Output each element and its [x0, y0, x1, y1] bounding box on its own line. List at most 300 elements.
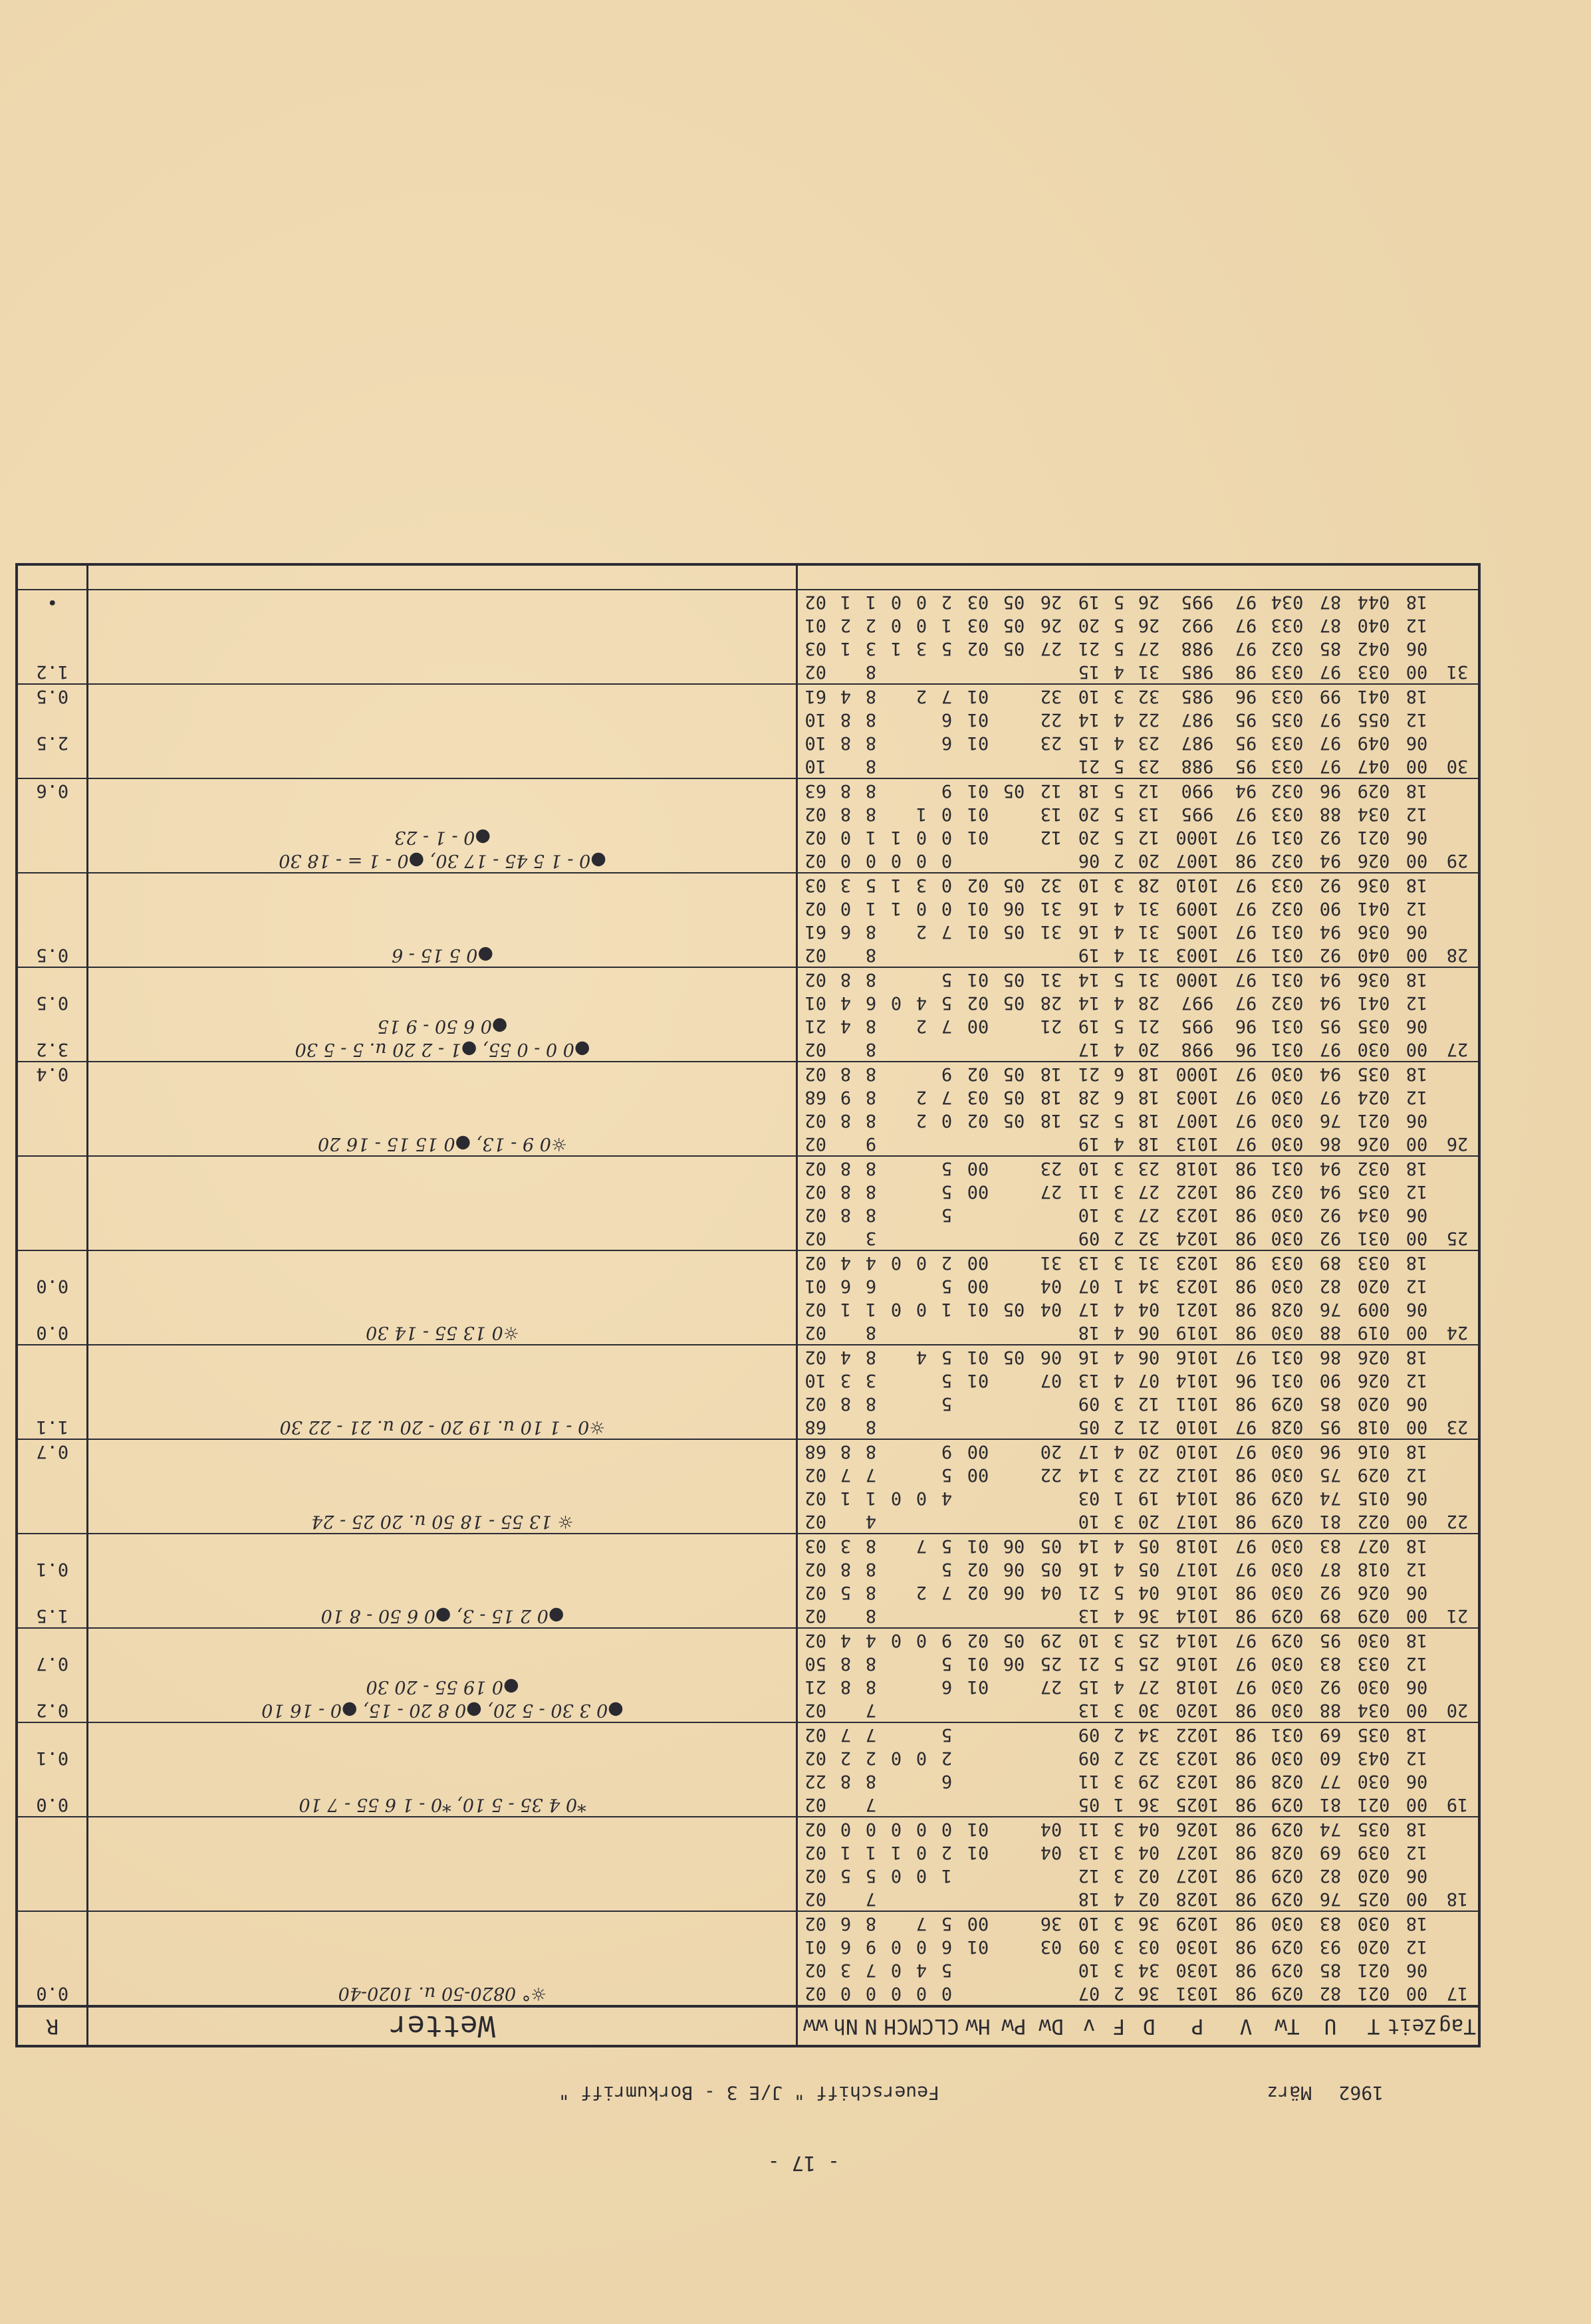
cell-tw: 029	[1271, 1936, 1304, 1957]
cell-hw: 01	[967, 733, 989, 753]
cell-tw: 031	[1271, 945, 1304, 965]
cell-nh	[833, 1698, 858, 1722]
cell-f: 3	[1113, 1511, 1125, 1532]
cell-n: 7	[858, 1722, 884, 1746]
cell-zeit: 18	[1397, 1722, 1437, 1746]
cell-d: 32	[1138, 1748, 1160, 1768]
weather-cell: ●0 - 1 - 23	[88, 826, 797, 849]
cell-cm: 7	[909, 1911, 934, 1935]
cell-v: 98	[1228, 1911, 1264, 1935]
cell-dw: 03	[1040, 1936, 1062, 1957]
cell-ww: 02	[804, 1299, 827, 1320]
cell-tag: 22	[1446, 1511, 1469, 1532]
cell-v2: 10	[1078, 1511, 1100, 1532]
precip-cell	[17, 1250, 88, 1274]
cell-d: 20	[1138, 1039, 1160, 1060]
cell-tag	[1437, 684, 1479, 708]
weather-cell	[88, 1345, 797, 1369]
cell-n: 3	[865, 1228, 877, 1248]
cell-nh: 1	[840, 1842, 852, 1863]
cell-tw: 033	[1271, 661, 1304, 682]
cell-u: 95	[1319, 1016, 1342, 1036]
cell-zeit: 18	[1397, 1817, 1437, 1841]
weather-cell: ☼0 9 - 13, ●0 15 15 - 16 20	[88, 1132, 797, 1156]
cell-nh: 8	[840, 1677, 852, 1697]
cell-d: 25	[1131, 1628, 1167, 1652]
cell-v: 97	[1228, 1062, 1264, 1086]
cell-tag: 25	[1446, 1228, 1469, 1248]
cell-hw: 01	[967, 804, 989, 824]
cell-tag	[1437, 1958, 1479, 1982]
cell-n: 6	[865, 992, 877, 1013]
cell-nh: 8	[840, 804, 852, 824]
cell-ww: 02	[804, 1181, 827, 1202]
cell-n: 7	[865, 1889, 877, 1909]
cell-n: 0	[858, 1817, 884, 1841]
cell-ch	[884, 920, 909, 943]
cell-tw: 030	[1271, 1228, 1304, 1248]
cell-tag	[1437, 1486, 1479, 1510]
cell-ww: 02	[804, 1700, 827, 1720]
cell-v: 96	[1228, 684, 1264, 708]
cell-pw	[997, 1274, 1031, 1298]
cell-hw	[959, 1982, 997, 2006]
table-row	[17, 1132, 1479, 1156]
cell-f: 4	[1113, 1299, 1125, 1320]
cell-nh: 8	[840, 1771, 852, 1792]
cell-tag	[1437, 1770, 1479, 1793]
cell-hw	[959, 1486, 997, 1510]
cell-tag	[1437, 1014, 1479, 1038]
cell-cm	[909, 1156, 934, 1180]
cell-p: 992	[1181, 615, 1214, 636]
cell-hw	[959, 943, 997, 967]
cell-ww: 02	[804, 661, 827, 682]
cell-n: 8	[865, 1087, 877, 1107]
cell-zeit: 12	[1406, 1559, 1428, 1579]
cell-hw: 00	[959, 1156, 997, 1180]
cell-tag	[1437, 1652, 1479, 1675]
cell-p: 1022	[1167, 1722, 1228, 1746]
cell-zeit: 06	[1406, 733, 1428, 753]
cell-f: 4	[1113, 1133, 1125, 1154]
cell-cm	[909, 1698, 934, 1722]
cell-u: 94	[1310, 1156, 1350, 1180]
cell-nh: 8	[840, 1181, 852, 1202]
cell-p: 987	[1181, 733, 1214, 753]
column-header-tag: Tag	[1437, 2006, 1479, 2046]
cell-dw: 04	[1040, 1299, 1062, 1320]
cell-cl: 9	[934, 778, 959, 802]
weather-cell: ●0 2 15 - 3, ●0 6 50 - 8 10	[88, 1604, 797, 1628]
cell-v2: 09	[1078, 1228, 1100, 1248]
cell-zeit: 06	[1406, 1393, 1428, 1414]
cell-tw: 030	[1271, 1748, 1304, 1768]
cell-tag	[1437, 1581, 1479, 1604]
cell-tag	[1437, 1675, 1479, 1698]
cell-dw: 18	[1031, 1062, 1071, 1086]
cell-pw	[997, 802, 1031, 826]
cell-p: 1010	[1167, 873, 1228, 897]
cell-t: 041	[1357, 898, 1390, 919]
cell-tw: 031	[1271, 1370, 1304, 1391]
cell-dw: 31	[1031, 1250, 1071, 1274]
table-row	[17, 684, 1479, 708]
cell-ww: 02	[804, 1488, 827, 1508]
cell-tag	[1437, 614, 1479, 637]
cell-t: 035	[1357, 1016, 1390, 1036]
cell-u: 92	[1319, 945, 1342, 965]
cell-ch: 0	[884, 1628, 909, 1652]
cell-u: 93	[1319, 1936, 1342, 1957]
cell-f: 4	[1113, 1039, 1125, 1060]
cell-pw	[997, 1321, 1031, 1345]
cell-pw	[997, 1486, 1031, 1510]
table-row	[17, 1887, 1479, 1911]
cell-v2: 18	[1078, 1322, 1100, 1343]
cell-cl: 1	[941, 1865, 953, 1886]
cell-v: 98	[1235, 1983, 1257, 2004]
cell-zeit: 18	[1397, 1345, 1437, 1369]
cell-d: 19	[1138, 1488, 1160, 1508]
cell-t: 029	[1350, 778, 1397, 802]
cell-dw: 06	[1031, 1345, 1071, 1369]
page-number: - 17 -	[767, 2151, 840, 2174]
precip-cell	[17, 897, 88, 920]
cell-ww: 03	[797, 1534, 833, 1558]
cell-nh	[833, 1415, 858, 1439]
cell-dw	[1031, 660, 1071, 684]
cell-u: 69	[1310, 1722, 1350, 1746]
table-row	[17, 967, 1479, 991]
weather-cell	[88, 1439, 797, 1463]
cell-d: 31	[1131, 1250, 1167, 1274]
cell-v: 97	[1235, 1133, 1257, 1154]
weather-cell	[88, 1864, 797, 1887]
cell-tw: 033	[1264, 684, 1310, 708]
cell-u: 82	[1319, 1983, 1342, 2004]
cell-n: 1	[865, 1299, 877, 1320]
cell-ww: 02	[804, 1322, 827, 1343]
cell-zeit: 00	[1406, 1605, 1428, 1626]
cell-f: 3	[1107, 1817, 1131, 1841]
cell-hw	[959, 1864, 997, 1887]
weather-cell: ☼0 13 55 - 14 30	[88, 1321, 797, 1345]
cell-t: 027	[1350, 1534, 1397, 1558]
cell-tw: 032	[1271, 850, 1304, 871]
cell-d: 12	[1131, 778, 1167, 802]
cell-cm: 0	[916, 850, 927, 871]
weather-cell	[88, 708, 797, 731]
cell-p: 1014	[1175, 1370, 1219, 1391]
cell-ww: 02	[797, 590, 833, 614]
cell-tag	[1437, 1274, 1479, 1298]
table-row	[17, 708, 1479, 731]
cell-nh	[833, 1321, 858, 1345]
cell-p: 1010	[1175, 1417, 1219, 1437]
cell-nh	[833, 943, 858, 967]
cell-d: 21	[1138, 1417, 1160, 1437]
cell-v: 97	[1235, 638, 1257, 659]
cell-zeit: 00	[1406, 661, 1428, 682]
cell-cl: 0	[934, 873, 959, 897]
column-header-f: F	[1107, 2006, 1131, 2046]
cell-p: 1000	[1167, 1062, 1228, 1086]
cell-cm: 4	[916, 1960, 927, 1980]
cell-tw: 033	[1271, 733, 1304, 753]
cell-ch	[884, 1698, 909, 1722]
cell-v2: 20	[1078, 615, 1100, 636]
cell-v: 98	[1235, 1228, 1257, 1248]
cell-v2: 16	[1078, 898, 1100, 919]
cell-ww: 21	[804, 1677, 827, 1697]
table-row	[17, 1817, 1479, 1841]
cell-ww: 10	[804, 1370, 827, 1391]
cell-zeit: 12	[1406, 709, 1428, 730]
cell-v: 98	[1235, 1700, 1257, 1720]
cell-tag	[1437, 1746, 1479, 1770]
table-row	[17, 1086, 1479, 1109]
column-header-pw: Pw	[997, 2006, 1031, 2046]
cell-ww: 02	[804, 1133, 827, 1154]
cell-f: 4	[1113, 1677, 1125, 1697]
cell-d: 20	[1138, 850, 1160, 871]
day-block	[17, 684, 1479, 778]
cell-n: 8	[865, 804, 877, 824]
cell-v2: 05	[1078, 1794, 1100, 1815]
cell-d: 32	[1138, 1228, 1160, 1248]
cell-d: 27	[1138, 1181, 1160, 1202]
cell-v: 98	[1235, 1936, 1257, 1957]
day-block	[17, 1439, 1479, 1534]
cell-pw: 05	[1003, 921, 1025, 942]
cell-pw	[997, 1982, 1031, 2006]
table-row	[17, 1226, 1479, 1250]
cell-v2: 13	[1071, 1250, 1107, 1274]
cell-d: 04	[1131, 1817, 1167, 1841]
cell-t: 018	[1357, 1559, 1390, 1579]
cell-n: 9	[865, 1133, 877, 1154]
cell-n: 1	[865, 827, 877, 848]
cell-tag	[1437, 1817, 1479, 1841]
cell-ww: 21	[804, 1016, 827, 1036]
weather-cell: ☼° 0820-50 u. 1020-40	[88, 1982, 797, 2006]
cell-cm	[909, 1722, 934, 1746]
cell-ch	[884, 1911, 909, 1935]
cell-ch	[884, 708, 909, 731]
cell-pw: 06	[1003, 1653, 1025, 1674]
precip-cell: 3.2	[17, 1038, 88, 1062]
cell-v2: 14	[1071, 1534, 1107, 1558]
cell-cl	[934, 1415, 959, 1439]
precip-cell: 0.0	[17, 1274, 88, 1298]
cell-p: 1009	[1175, 898, 1219, 919]
cell-cm	[909, 1038, 934, 1062]
cell-v2: 11	[1071, 1817, 1107, 1841]
cell-tag	[1437, 802, 1479, 826]
cell-dw	[1031, 1392, 1071, 1415]
column-header-ww: ww	[797, 2006, 833, 2046]
cell-d: 25	[1138, 1653, 1160, 1674]
cell-u: 88	[1319, 1322, 1342, 1343]
table-row	[17, 1581, 1479, 1604]
cell-v: 97	[1235, 615, 1257, 636]
cell-tw: 030	[1271, 1110, 1304, 1131]
weather-cell	[88, 684, 797, 708]
precip-cell	[17, 1581, 88, 1604]
cell-d: 21	[1138, 1016, 1160, 1036]
cell-d: 36	[1138, 1794, 1160, 1815]
cell-tw: 030	[1271, 1653, 1304, 1674]
cell-v2: 10	[1071, 1628, 1107, 1652]
cell-zeit: 12	[1406, 1842, 1428, 1863]
weather-cell: ●0 - 1 5 45 - 17 30, ●0 - 1 = - 18 30	[88, 849, 797, 873]
table-row	[17, 1746, 1479, 1770]
cell-ww: 03	[804, 638, 827, 659]
table-row	[17, 1014, 1479, 1038]
cell-v2: 19	[1078, 1133, 1100, 1154]
precip-cell	[17, 1887, 88, 1911]
cell-t: 020	[1357, 1276, 1390, 1296]
cell-zeit: 12	[1406, 992, 1428, 1013]
cell-dw: 36	[1031, 1911, 1071, 1935]
cell-nh: 6	[840, 1936, 852, 1957]
cell-u: 95	[1319, 1417, 1342, 1437]
cell-cm	[909, 1770, 934, 1793]
cell-zeit: 18	[1397, 590, 1437, 614]
cell-n: 8	[858, 1156, 884, 1180]
precip-cell: 0.5	[17, 684, 88, 708]
cell-tag: 17	[1446, 1983, 1469, 2004]
cell-v: 98	[1228, 1250, 1264, 1274]
cell-v2: 10	[1071, 1156, 1107, 1180]
cell-pw: 05	[997, 1062, 1031, 1086]
cell-u: 94	[1319, 850, 1342, 871]
cell-dw	[1031, 1698, 1071, 1722]
cell-t: 018	[1357, 1417, 1390, 1437]
cell-v2: 10	[1078, 1205, 1100, 1225]
cell-cl: 5	[934, 1345, 959, 1369]
cell-hw: 00	[967, 1016, 989, 1036]
cell-cl: 0	[941, 1983, 953, 2004]
cell-cl: 6	[941, 1771, 953, 1792]
cell-d: 31	[1131, 967, 1167, 991]
cell-tw: 029	[1271, 1794, 1304, 1815]
precip-cell	[17, 708, 88, 731]
precip-cell	[17, 614, 88, 637]
cell-cm	[909, 755, 934, 778]
cell-hw: 01	[967, 1936, 989, 1957]
precip-cell: 1.5	[17, 1604, 88, 1628]
cell-u: 87	[1319, 615, 1342, 636]
cell-zeit: 06	[1406, 1299, 1428, 1320]
cell-v2: 13	[1078, 1700, 1100, 1720]
cell-d: 18	[1131, 1062, 1167, 1086]
table-row	[17, 1180, 1479, 1203]
cell-cm	[909, 1463, 934, 1486]
cell-hw: 03	[967, 615, 989, 636]
column-header-zeit: Zeit	[1397, 2006, 1437, 2046]
cell-f: 3	[1113, 1181, 1125, 1202]
cell-ch: 0	[890, 615, 902, 636]
cell-zeit: 12	[1406, 1370, 1428, 1391]
cell-pw	[997, 1722, 1031, 1746]
cell-pw	[997, 1392, 1031, 1415]
cell-p: 1016	[1167, 1345, 1228, 1369]
cell-tag	[1437, 967, 1479, 991]
cell-ch	[884, 1558, 909, 1581]
cell-dw	[1031, 1722, 1071, 1746]
cell-u: 97	[1319, 733, 1342, 753]
cell-hw: 01	[959, 778, 997, 802]
cell-n: 8	[865, 661, 877, 682]
cell-u: 87	[1319, 1559, 1342, 1579]
table-row	[17, 614, 1479, 637]
cell-ww: 01	[804, 1276, 827, 1296]
cell-v: 98	[1235, 1889, 1257, 1909]
cell-dw: 04	[1040, 1842, 1062, 1863]
cell-zeit: 00	[1406, 1417, 1428, 1437]
cell-dw: 26	[1031, 590, 1071, 614]
cell-u: 97	[1319, 1087, 1342, 1107]
cell-hw: 01	[959, 1345, 997, 1369]
precip-cell: 0.7	[17, 1439, 88, 1463]
cell-p: 1023	[1175, 1205, 1219, 1225]
cell-ch	[884, 1038, 909, 1062]
cell-n: 8	[865, 756, 877, 776]
cell-ch	[884, 1415, 909, 1439]
cell-v: 96	[1235, 1370, 1257, 1391]
cell-cm: 0	[916, 898, 927, 919]
cell-cm	[909, 1510, 934, 1534]
cell-hw	[959, 1392, 997, 1415]
cell-f: 3	[1113, 1865, 1125, 1886]
cell-v: 98	[1235, 1511, 1257, 1532]
cell-f: 4	[1107, 1439, 1131, 1463]
cell-cl	[934, 1887, 959, 1911]
cell-v2: 15	[1078, 733, 1100, 753]
cell-tw: 030	[1264, 1062, 1310, 1086]
cell-cl	[934, 1604, 959, 1628]
cell-u: 92	[1319, 827, 1342, 848]
cell-u: 83	[1319, 1653, 1342, 1674]
cell-ch	[884, 943, 909, 967]
weather-cell	[88, 731, 797, 755]
cell-zeit: 00	[1406, 850, 1428, 871]
cell-pw	[997, 1463, 1031, 1486]
cell-cl: 5	[934, 1534, 959, 1558]
precip-cell: •	[17, 590, 88, 614]
cell-zeit: 18	[1397, 684, 1437, 708]
cell-n: 2	[865, 615, 877, 636]
cell-t: 030	[1357, 1677, 1390, 1697]
cell-ch	[884, 1369, 909, 1392]
cell-nh: 0	[840, 1983, 852, 2004]
precip-cell: 0.0	[17, 1321, 88, 1345]
cell-v: 94	[1228, 778, 1264, 802]
cell-cl	[934, 1038, 959, 1062]
cell-v: 98	[1235, 1464, 1257, 1485]
weather-cell	[88, 1392, 797, 1415]
cell-f: 3	[1107, 1156, 1131, 1180]
cell-v: 95	[1235, 733, 1257, 753]
table-row	[17, 755, 1479, 778]
cell-dw: 23	[1031, 1156, 1071, 1180]
cell-f: 4	[1113, 1889, 1125, 1909]
cell-f: 3	[1113, 1205, 1125, 1225]
cell-hw: 02	[967, 1582, 989, 1603]
precip-cell	[17, 1298, 88, 1321]
